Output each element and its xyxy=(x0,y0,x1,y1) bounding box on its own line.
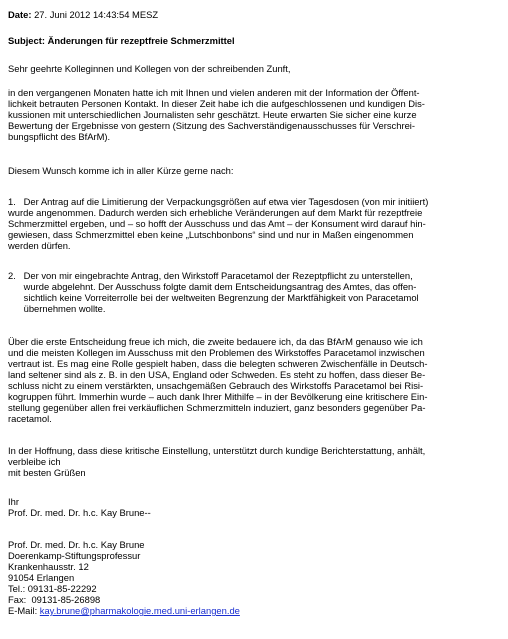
subject-line xyxy=(8,35,235,46)
paragraph-1-line: kussionen mit unterschiedlichen Journalisten sehr geschätzt. Heute erwarten Sie sicher eine kurze xyxy=(8,109,417,120)
signature-name: Prof. Dr. med. Dr. h.c. Kay Brune xyxy=(8,539,145,550)
paragraph-3-line: kogruppen führt. Immerhin wurde – auch dank Ihrer Mithilfe – in der Bevölkerung eine kritischere Ein- xyxy=(8,391,428,402)
date-label: Date: xyxy=(8,9,32,20)
greeting: Sehr geehrte Kolleginnen und Kollegen von der schreibenden Zunft, xyxy=(8,63,291,74)
email-label: E-Mail: xyxy=(8,605,40,616)
signature-email-line xyxy=(8,605,240,616)
list-item-2-line: wurde abgelehnt. Der Ausschuss folgte damit dem Entscheidungsantrag des Amtes, das offen- xyxy=(8,281,417,292)
list-item-2-line: übernehmen wollte. xyxy=(8,303,106,314)
paragraph-3-line: racetamol. xyxy=(8,413,52,424)
list-item-1-line: 1. Der Antrag auf die Limitierung der Verpackungsgrößen auf etwa vier Tagesdosen (von mir initiiert) xyxy=(8,196,429,207)
closing-line: mit besten Grüßen xyxy=(8,467,86,478)
paragraph-3-line: Über die erste Entscheidung freue ich mich, die zweite bedauere ich, da das BfArM genauso wie ich xyxy=(8,336,423,347)
list-item-1-line: Schmerzmittel ergeben, und – so hofft der Ausschuss und das Amt – der Konsument wird darauf hin- xyxy=(8,218,426,229)
sign-off: Ihr xyxy=(8,496,19,507)
signature-position: Doerenkamp-Stiftungsprofessur xyxy=(8,550,141,561)
list-item-1-line: wurde angenommen. Dadurch werden sich erhebliche Veränderungen auf dem Markt für rezeptfreie xyxy=(8,207,423,218)
signature-tel: Tel.: 09131-85-22292 xyxy=(8,583,97,594)
list-item-2-line: sichtlich keine Vorreiterrolle bei der weltweiten Begrenzung der Marktfähigkeit von Paracetamol xyxy=(8,292,419,303)
date-value: 27. Juni 2012 14:43:54 MESZ xyxy=(34,9,159,20)
paragraph-3-line: schluss nicht zu einem verstärkten, unsachgemäßen Gebrauch des Wirkstoffs Paracetamol bei Risi- xyxy=(8,380,424,391)
paragraph-3-line: land seltener sind als z. B. in den USA, England oder Schweden. Es steht zu hoffen, dass dieser Be- xyxy=(8,369,426,380)
list-item-1-line: werden dürfen. xyxy=(8,240,71,251)
paragraph-1-line: in den vergangenen Monaten hatte ich mit Ihnen und vielen anderen mit der Information der Öffent- xyxy=(8,87,420,98)
list-item-2-line: 2. Der von mir eingebrachte Antrag, den Wirkstoff Paracetamol der Rezeptpflicht zu unterstellen, xyxy=(8,270,413,281)
email-link[interactable]: kay.brune@pharmakologie.med.uni-erlangen.de xyxy=(39,605,240,616)
paragraph-3-line: stellung gegenüber allen frei verkäuflichen Schmerzmitteln induziert, ganz besonders gegenüber Pa- xyxy=(8,402,426,413)
paragraph-3-line: und die meisten Kollegen im Ausschuss mit den Problemen des Wirkstoffes Paracetamol inzwischen xyxy=(8,347,425,358)
paragraph-1-line: bungspflicht des BfArM). xyxy=(8,131,111,142)
signature-fax: Fax: 09131-85-26898 xyxy=(8,594,101,605)
signature-street: Krankenhausstr. 12 xyxy=(8,561,89,572)
date-line xyxy=(8,9,158,20)
subject-label: Subject: xyxy=(8,35,45,46)
paragraph-1-line: lichkeit betrauten Personen Kontakt. In dieser Zeit habe ich die aufgeschlossenen und kundigen Dis- xyxy=(8,98,425,109)
closing-line: In der Hoffnung, dass diese kritische Einstellung, unterstützt durch kundige Berichterstattung, anhält, xyxy=(8,445,426,456)
closing-line: verbleibe ich xyxy=(8,456,61,467)
subject-value: Änderungen für rezeptfreie Schmerzmittel xyxy=(47,35,235,46)
paragraph-3-line: vertraut ist. Es mag eine Rolle gespielt haben, dass die belegten schweren Zwischenfälle in Deutsch- xyxy=(8,358,428,369)
paragraph-2: Diesem Wunsch komme ich in aller Kürze gerne nach: xyxy=(8,165,234,176)
paragraph-1-line: Bewertung der Ergebnisse von gestern (Sitzung des Sachverständigenausschusses für Verschrei- xyxy=(8,120,415,131)
sender-name: Prof. Dr. med. Dr. h.c. Kay Brune-- xyxy=(8,507,151,518)
signature-city: 91054 Erlangen xyxy=(8,572,75,583)
list-item-1-line: gewiesen, dass Schmerzmittel eben keine „Lutschbonbons“ sind und nur in Maßen eingenommen xyxy=(8,229,414,240)
